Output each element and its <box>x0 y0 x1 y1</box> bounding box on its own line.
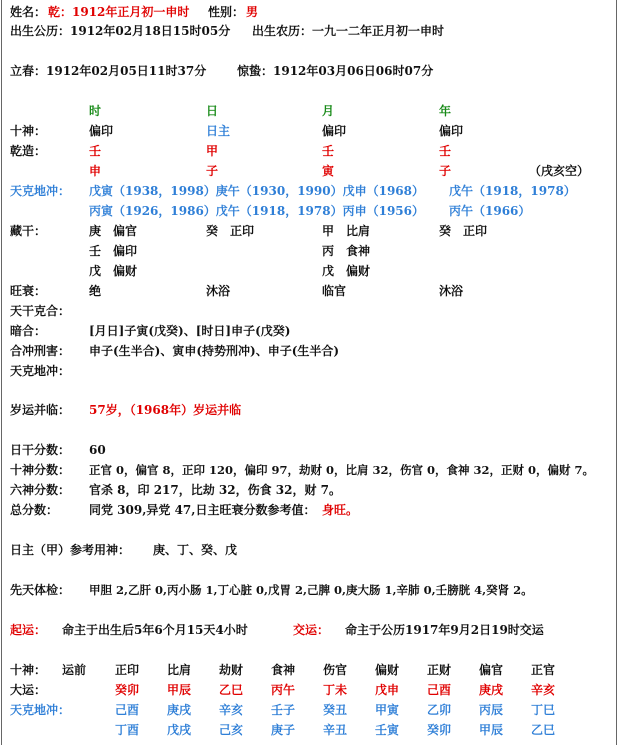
tkdc-line1b: 戊午（1918，1978） <box>449 184 576 198</box>
dayun-pillar: 戊申 <box>375 683 400 697</box>
dayun-pillar: 庚戌 <box>479 683 504 697</box>
ten-score-value: 正官 0，偏官 8，正印 120，偏印 97，劫财 0，比肩 32，伤官 0，食神 32，正财 0，偏财 7。 <box>89 463 595 477</box>
name-value: 乾：1912年正月初一申时 <box>48 5 190 19</box>
dayun-tkdc-1: 乙卯 <box>427 703 452 717</box>
dayun-ten-god: 正官 <box>531 663 556 677</box>
canggan-month-3: 戊 偏财 <box>322 264 371 278</box>
wangshuai-hour: 绝 <box>89 284 102 298</box>
dayun-first: 运前 <box>62 663 87 677</box>
canggan-month-2: 丙 食神 <box>322 244 371 258</box>
kongwang: （戌亥空） <box>529 164 590 178</box>
canggan-day-1: 癸 正印 <box>206 224 255 238</box>
canggan-hour-3: 戊 偏财 <box>89 264 138 278</box>
ten-god-hour: 偏印 <box>89 124 114 138</box>
hehai-value: 申子(生半合)、寅申(持势刑冲)、申子(生半合) <box>89 344 340 358</box>
dayun-tkdc-1: 丙辰 <box>479 703 504 717</box>
dayun-tkdc-2: 丁酉 <box>115 723 140 737</box>
dayun-ten-label: 十神： <box>10 663 47 677</box>
stem-month: 壬 <box>322 144 335 158</box>
dayun-pillar: 乙巳 <box>219 683 244 697</box>
day-score-label: 日干分数： <box>10 443 71 457</box>
dayun-pillar: 癸卯 <box>115 683 140 697</box>
hehai-label: 合冲刑害： <box>10 344 71 358</box>
six-score-value: 官杀 8，印 217，比劫 32，伤食 32，财 7。 <box>89 483 342 497</box>
branch-month: 寅 <box>322 164 335 178</box>
ten-god-day: 日主 <box>206 124 231 138</box>
six-score-label: 六神分数： <box>10 483 71 497</box>
stem-day: 甲 <box>206 144 219 158</box>
qiyun-label: 起运： <box>10 623 47 637</box>
pillar-header-hour: 时 <box>89 104 102 118</box>
wangshuai-year: 沐浴 <box>439 284 464 298</box>
total-score-label: 总分数： <box>10 503 59 517</box>
day-score-value: 60 <box>89 443 106 457</box>
jiaoyun-label: 交运： <box>293 623 330 637</box>
pillar-header-year: 年 <box>439 104 452 118</box>
dayun-tkdc-2: 己亥 <box>219 723 244 737</box>
jingzhe: 惊蛰：1912年03月06日06时07分 <box>237 64 434 78</box>
dayun-tkdc-2: 壬寅 <box>375 723 400 737</box>
gender-value: 男 <box>246 5 259 19</box>
ten-god-month: 偏印 <box>322 124 347 138</box>
tkdc-line1a: 戊寅（1938，1998）庚午（1930，1990）戊申（1968） <box>89 184 424 198</box>
canggan-month-1: 甲 比肩 <box>322 224 371 238</box>
canggan-label: 藏干： <box>10 224 47 238</box>
branch-hour: 申 <box>89 164 102 178</box>
dayun-pillar: 丁未 <box>323 683 348 697</box>
dayun-tkdc-2: 癸卯 <box>427 723 452 737</box>
canggan-hour-1: 庚 偏官 <box>89 224 138 238</box>
dayun-tkdc-2: 辛丑 <box>323 723 348 737</box>
suiyun-value: 57岁，（1968年）岁运并临 <box>89 403 242 417</box>
total-score-value: 同党 309,异党 47,日主旺衰分数参考值： <box>89 503 316 517</box>
wangshuai-month: 临官 <box>322 284 347 298</box>
stem-hour: 壬 <box>89 144 102 158</box>
tijian-label: 先天体检： <box>10 583 71 597</box>
dayun-ten-god: 偏官 <box>479 663 504 677</box>
dayun-ten-god: 伤官 <box>323 663 348 677</box>
dayun-tkdc-2: 乙巳 <box>531 723 556 737</box>
name-label: 姓名： <box>10 5 47 19</box>
wangshuai-day: 沐浴 <box>206 284 231 298</box>
dayun-ten-god: 劫财 <box>219 663 244 677</box>
tkdc-line2b: 丙午（1966） <box>449 204 531 218</box>
ten-god-label: 十神： <box>10 124 47 138</box>
tkdc-label: 天克地冲： <box>10 184 71 198</box>
dayun-tkdc-2: 甲辰 <box>479 723 504 737</box>
dayun-pillar: 甲辰 <box>167 683 192 697</box>
dayun-ten-god: 正财 <box>427 663 452 677</box>
yongshen-label: 日主（甲）参考用神： <box>10 543 131 557</box>
dayun-tkdc-2: 庚子 <box>271 723 296 737</box>
relations-tkdc-label: 天克地冲： <box>10 364 71 378</box>
anhe-label: 暗合： <box>10 324 47 338</box>
dayun-tkdc-2: 戊戌 <box>167 723 192 737</box>
canggan-year-1: 癸 正印 <box>439 224 488 238</box>
gender-label: 性别： <box>208 5 245 19</box>
qiyun-value: 命主于出生后5年6个月15天4小时 <box>62 623 248 637</box>
solar-birth: 出生公历：1912年02月18日15时05分 <box>10 24 231 38</box>
dayun-ten-god: 偏财 <box>375 663 400 677</box>
dayun-tkdc-1: 壬子 <box>271 703 296 717</box>
tiangan-label: 天干克合： <box>10 304 71 318</box>
dayun-pillar: 己酉 <box>427 683 452 697</box>
lunar-birth: 出生农历：一九一二年正月初一申时 <box>252 24 445 38</box>
dayun-ten-god: 食神 <box>271 663 296 677</box>
tijian-value: 甲胆 2,乙肝 0,丙小肠 1,丁心脏 0,戊胃 2,己脾 0,庚大肠 1,辛肺 0,壬膀胱 4,癸肾 2。 <box>89 583 533 597</box>
canggan-hour-2: 壬 偏印 <box>89 244 138 258</box>
suiyun-label: 岁运并临： <box>10 403 71 417</box>
dayun-tkdc-1: 丁巳 <box>531 703 556 717</box>
dayun-tkdc-1: 庚戌 <box>167 703 192 717</box>
dayun-ten-god: 比肩 <box>167 663 192 677</box>
dayun-pillar: 丙午 <box>271 683 296 697</box>
qianzao-label: 乾造： <box>10 144 47 158</box>
total-score-result: 身旺。 <box>322 503 359 517</box>
dayun-pillar: 辛亥 <box>531 683 556 697</box>
dayun-tkdc-label: 天克地冲： <box>10 703 71 717</box>
wangshuai-label: 旺衰： <box>10 284 47 298</box>
dayun-label: 大运： <box>10 683 47 697</box>
dayun-ten-god: 正印 <box>115 663 140 677</box>
dayun-tkdc-1: 甲寅 <box>375 703 400 717</box>
branch-day: 子 <box>206 164 219 178</box>
lichun: 立春：1912年02月05日11时37分 <box>10 64 207 78</box>
dayun-tkdc-1: 己酉 <box>115 703 140 717</box>
ten-score-label: 十神分数： <box>10 463 71 477</box>
jiaoyun-value: 命主于公历1917年9月2日19时交运 <box>345 623 544 637</box>
ten-god-year: 偏印 <box>439 124 464 138</box>
stem-year: 壬 <box>439 144 452 158</box>
anhe-value: [月日]子寅(戊癸)、[时日]申子(戊癸) <box>89 324 291 338</box>
tkdc-line2a: 丙寅（1926，1986）戊午（1918，1978）丙申（1956） <box>89 204 424 218</box>
pillar-header-day: 日 <box>206 104 219 118</box>
dayun-tkdc-1: 辛亥 <box>219 703 244 717</box>
pillar-header-month: 月 <box>322 104 335 118</box>
dayun-tkdc-1: 癸丑 <box>323 703 348 717</box>
branch-year: 子 <box>439 164 452 178</box>
yongshen-value: 庚、丁、癸、戊 <box>153 543 238 557</box>
